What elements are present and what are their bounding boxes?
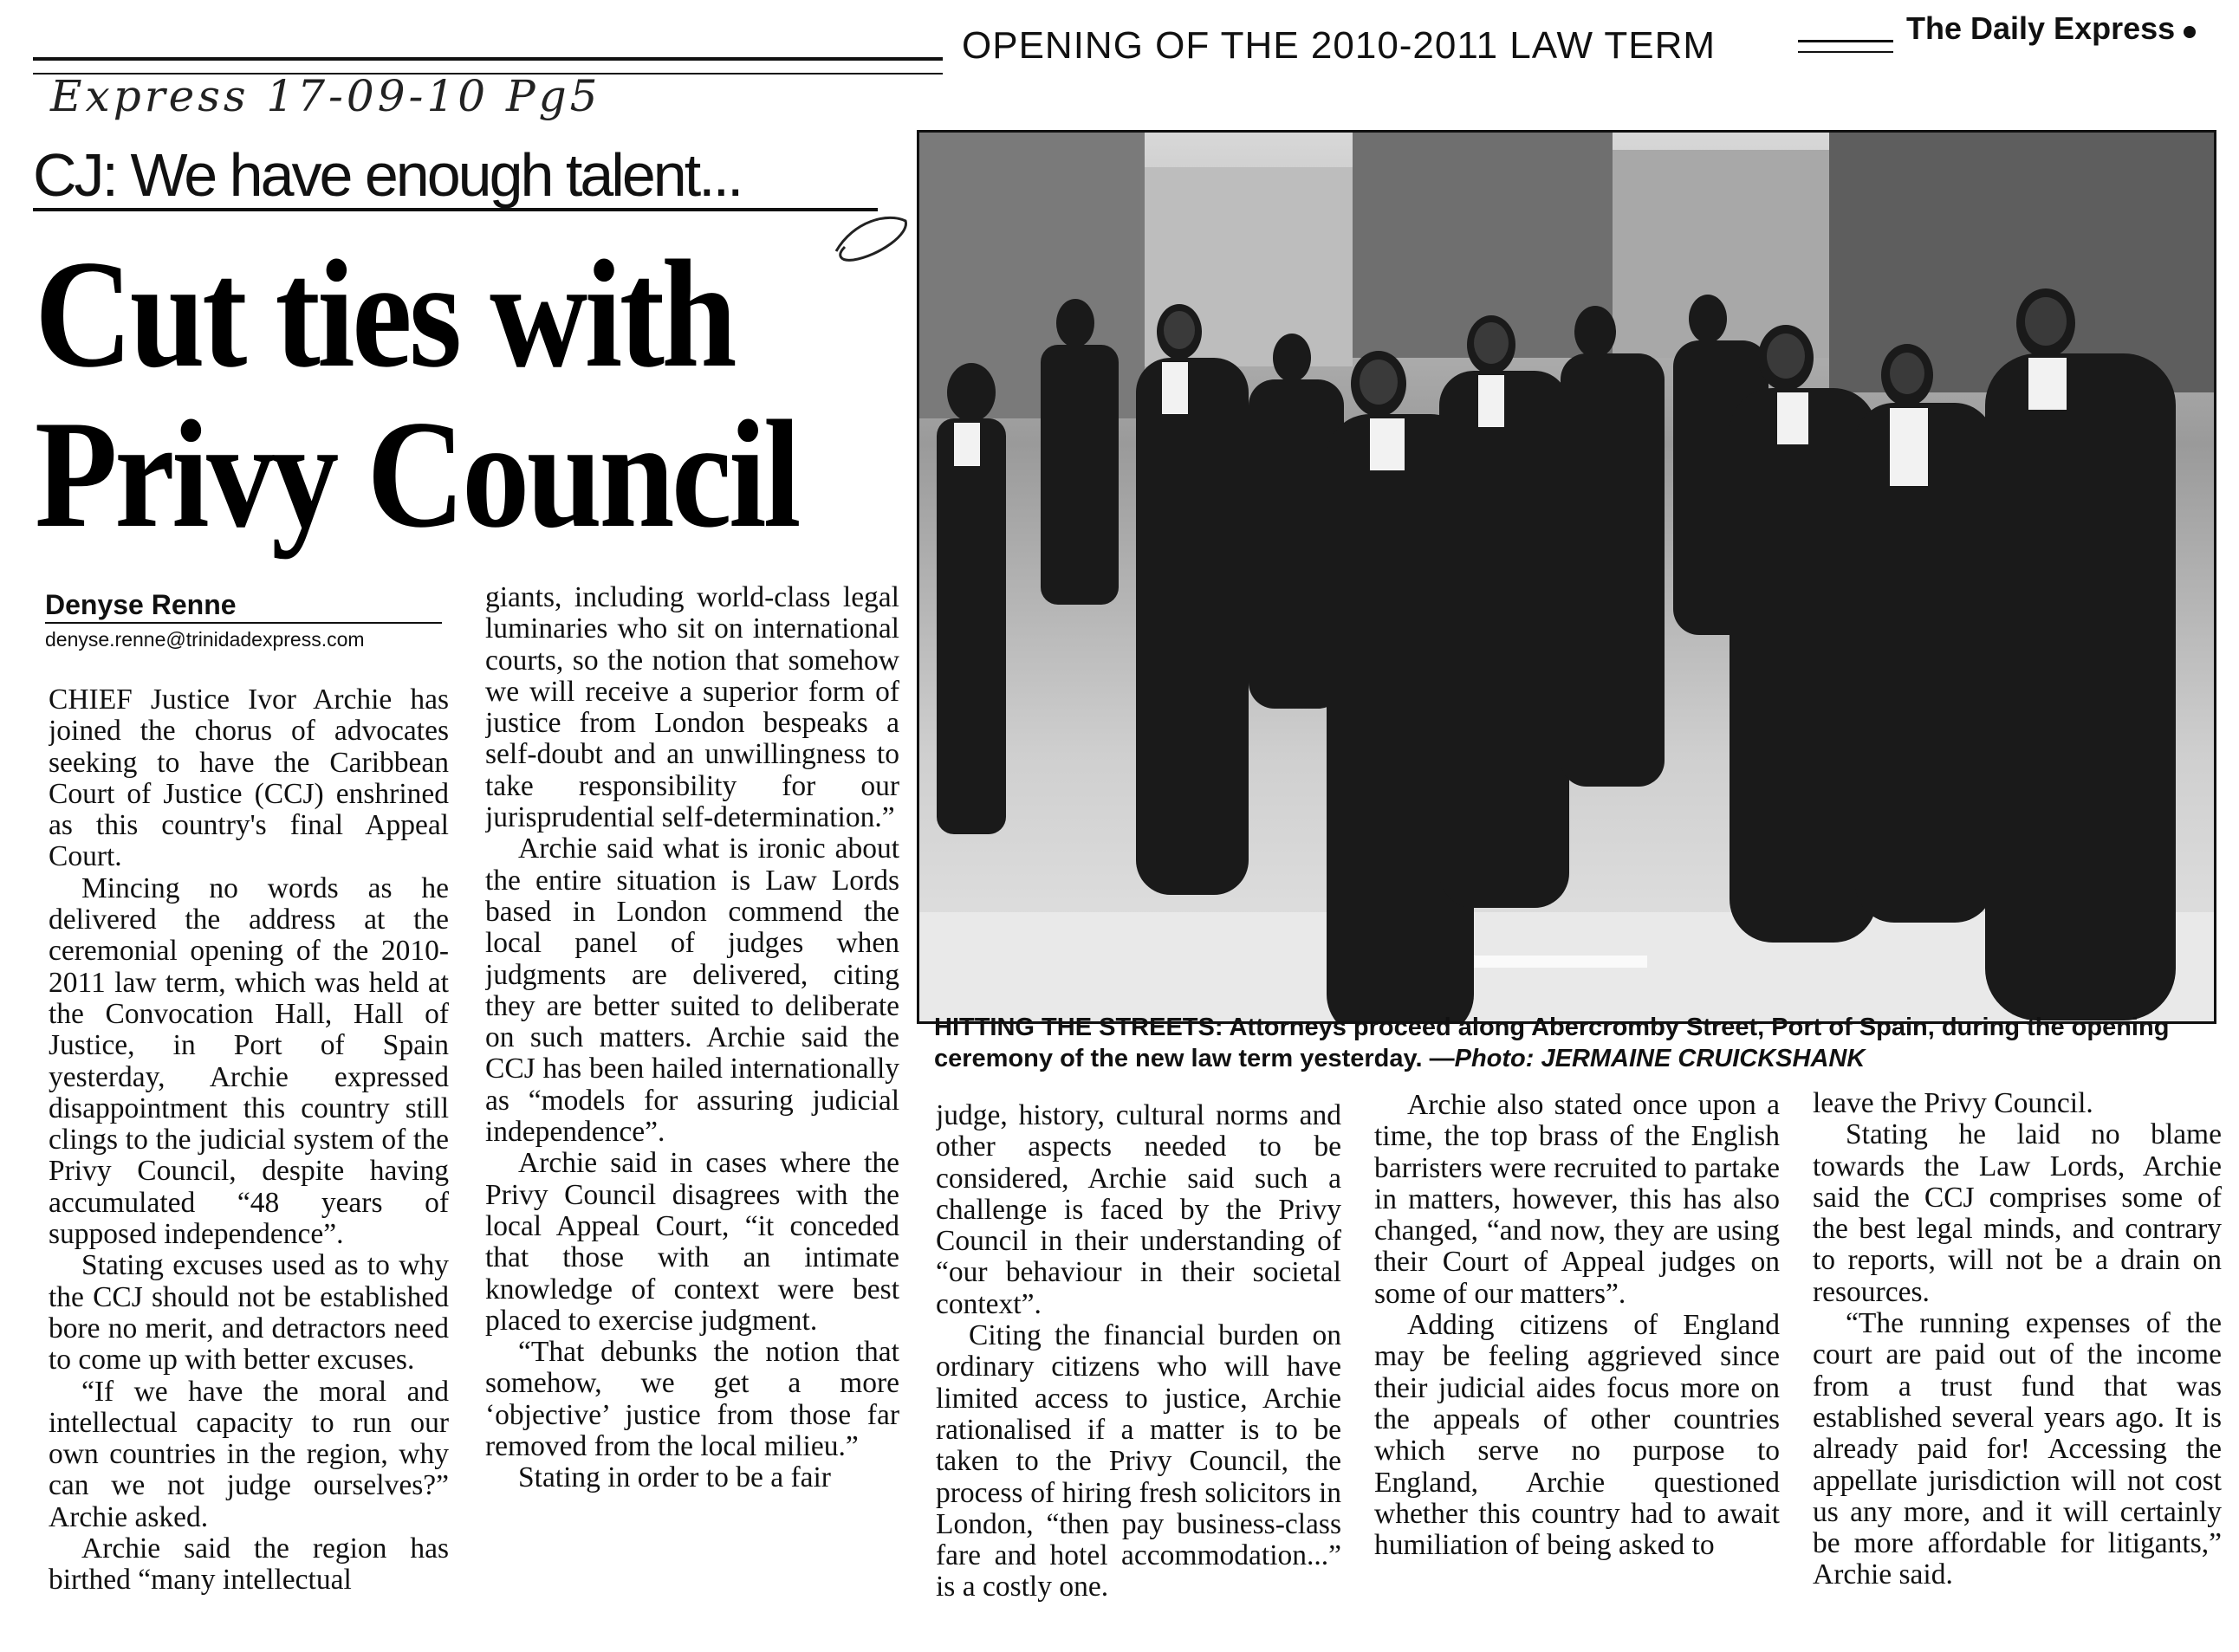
headline — [35, 228, 799, 560]
paragraph: giants, including world-class legal luminaries who sit on international courts, so the notion that somehow we will receive a superior form of justice from London bespeaks a self-doubt and an unwillingness to take responsibility for our jurisprudential self-determination.” — [485, 582, 899, 834]
photo-credit: Photo: JERMAINE CRUICKSHANK — [1454, 1045, 1866, 1072]
paragraph: “If we have the moral and intellectual capacity to run our own countries in the region, why can we not judge ourselves?” Archie asked. — [49, 1375, 449, 1533]
paragraph: CHIEF Justice Ivor Archie has joined the chorus of advocates seeking to have the Caribbean Court of Justice (CCJ) enshrined as this country's final Appeal Court. — [49, 684, 449, 873]
article-column-5 — [1813, 1088, 2222, 1652]
caption-text: Attorneys proceed along Abercromby Street, Port of Spain, during the opening ceremony of the new law term yesterday. — — [934, 1014, 2170, 1072]
pen-scribble-icon — [827, 204, 914, 273]
paragraph: Stating excuses used as to why the CCJ should not be established bore no merit, and detractors need to come up with better excuses. — [49, 1249, 449, 1377]
paragraph: Citing the financial burden on ordinary citizens who will have limited access to justice, Archie rationalised if a matter is to be taken to the Privy Council, the process of hiring fresh solicitors in London, “then pay business-class fare and hotel accommodation...” is a costly one. — [936, 1319, 1341, 1603]
caption-lead: HITTING THE STREETS: — [934, 1014, 1223, 1041]
photo-caption — [934, 1012, 2216, 1074]
paragraph: Archie said the region has birthed “many intellectual — [49, 1532, 449, 1597]
article-column-2 — [485, 582, 899, 1652]
kicker-underline — [33, 208, 878, 211]
byline-email: denyse.renne@trinidadexpress.com — [45, 628, 365, 651]
byline-rule — [45, 622, 442, 624]
paragraph: judge, history, cultural norms and other aspects needed to be considered, Archie said such a challenge is faced by the Privy Council in their understanding of “our behaviour in their societal context”. — [936, 1100, 1341, 1320]
headline-line-1: Cut ties with — [35, 228, 735, 399]
paragraph: Archie said in cases where the Privy Council disagrees with the local Appeal Court, “it conceded that those with an intimate knowledge of context were best placed to exercise judgment. — [485, 1147, 899, 1337]
byline-author: Denyse Renne — [45, 589, 237, 620]
header-rule-right — [1798, 40, 1893, 53]
paragraph: Adding citizens of England may be feeling aggrieved since their judicial aides focus more on the appeals of other countries which serve no purpose to England, Archie questioned whether this country had to await humiliation of being asked to — [1374, 1309, 1780, 1562]
article-column-1 — [49, 684, 449, 1652]
paragraph: Mincing no words as he delivered the address at the ceremonial opening of the 2010-2011 law term, which was held at the Convocation Hall, Hall of Justice, in Port of Spain yesterday, Archie expressed disappointment this country still clings to the judicial system of the Privy Council, despite having accumulated “48 years of supposed independence”. — [49, 871, 449, 1251]
photo-illustration — [919, 133, 2214, 1021]
bullet-dot-icon — [2184, 26, 2196, 38]
paragraph: Archie also stated once upon a time, the top brass of the English barristers were recruited to partake in matters, however, this has also changed, “and now, they are using their Court of Appeal judges on some of our matters”. — [1374, 1090, 1780, 1310]
article-column-3 — [936, 1100, 1341, 1652]
paragraph: Stating he laid no blame towards the Law Lords, Archie said the CCJ comprises some of the best legal minds, and contrary to reports, will not be a drain on resources. — [1813, 1118, 2222, 1308]
kicker: CJ: We have enough talent... — [33, 141, 742, 209]
paragraph: “That debunks the notion that somehow, we get a more ‘objective’ justice from those far removed from the local milieu.” — [485, 1336, 899, 1463]
handwritten-note: Express 17-09-10 Pg5 — [50, 71, 601, 121]
section-title: OPENING OF THE 2010-2011 LAW TERM — [962, 24, 1717, 67]
headline-line-2: Privy Council — [35, 388, 799, 560]
paragraph: Archie said what is ironic about the entire situation is Law Lords based in London commend the local panel of judges when judgments are delivered, citing they are better suited to deliberate on such matters. Archie said the CCJ has been hailed internationally as “models for assuring judicial independence”. — [485, 832, 899, 1149]
paragraph: “The running expenses of the court are paid out of the income from a trust fund that was established several years ago. It is already paid for! Accessing the appellate jurisdiction will not cost us any more, and it will certainly be more affordable for litigants,” Archie said. — [1813, 1307, 2222, 1591]
paper-name: The Daily Express — [1906, 10, 2176, 46]
article-column-4 — [1374, 1090, 1780, 1652]
paragraph: leave the Privy Council. — [1813, 1088, 2093, 1119]
news-photo — [917, 130, 2216, 1024]
paragraph: Stating in order to be a fair — [518, 1461, 831, 1494]
